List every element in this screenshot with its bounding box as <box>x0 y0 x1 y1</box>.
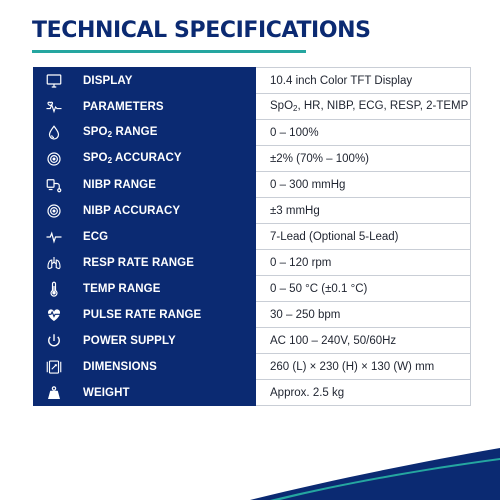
spec-value: ±3 mmHg <box>256 198 471 224</box>
thermometer-icon <box>45 280 63 298</box>
spec-label: RESP RATE RANGE <box>75 250 256 276</box>
spec-value: 0 – 300 mmHg <box>256 172 471 198</box>
decorative-corner-wave <box>0 440 500 500</box>
spec-row-weight <box>34 380 471 406</box>
spec-row-power-supply <box>34 328 471 354</box>
power-icon <box>45 332 63 350</box>
spec-label: TEMP RANGE <box>75 276 256 302</box>
spec-label: PULSE RATE RANGE <box>75 302 256 328</box>
spec-row-nibp-accuracy <box>34 198 471 224</box>
spec-value: AC 100 – 240V, 50/60Hz <box>256 328 471 354</box>
heart-pulse-icon <box>45 306 63 324</box>
spec-row-spo2-accuracy <box>34 146 471 172</box>
spec-label: PARAMETERS <box>75 94 256 120</box>
spec-row-parameters <box>34 94 471 120</box>
spec-table <box>33 67 471 406</box>
spec-label: DISPLAY <box>75 68 256 94</box>
spec-value: 0 – 100% <box>256 120 471 146</box>
spec-row-dimensions <box>34 354 471 380</box>
spec-label: DIMENSIONS <box>75 354 256 380</box>
spec-label: NIBP RANGE <box>75 172 256 198</box>
spec-row-resp-rate <box>34 250 471 276</box>
spec-value: SpO$_2$, HR, NIBP, ECG, RESP, 2-TEMP <box>256 94 471 120</box>
lungs-icon <box>45 254 63 272</box>
spec-value: 10.4 inch Color TFT Display <box>256 68 471 94</box>
spec-value: 7-Lead (Optional 5-Lead) <box>256 224 471 250</box>
dimensions-icon <box>45 358 63 376</box>
vital-signs-icon <box>45 98 63 116</box>
spec-label: $SPO_2$ RANGE <box>75 120 256 146</box>
spec-value: 260 (L) × 230 (H) × 130 (W) mm <box>256 354 471 380</box>
monitor-icon <box>45 72 63 90</box>
spec-row-pulse-rate <box>34 302 471 328</box>
spec-value: ±2% (70% – 100%) <box>256 146 471 172</box>
spec-label: WEIGHT <box>75 380 256 406</box>
ecg-wave-icon <box>45 228 63 246</box>
title-underline <box>32 50 306 53</box>
weight-icon <box>45 384 63 402</box>
spec-label: $SPO_2$ ACCURACY <box>75 146 256 172</box>
spec-row-temp-range <box>34 276 471 302</box>
spec-label: NIBP ACCURACY <box>75 198 256 224</box>
spec-row-ecg <box>34 224 471 250</box>
target-icon <box>45 150 63 168</box>
spec-row-nibp-range <box>34 172 471 198</box>
spec-value: Approx. 2.5 kg <box>256 380 471 406</box>
target-icon <box>45 202 63 220</box>
blood-pressure-cuff-icon <box>45 176 63 194</box>
spec-value: 0 – 120 rpm <box>256 250 471 276</box>
spec-row-spo2-range <box>34 120 471 146</box>
spec-label: ECG <box>75 224 256 250</box>
spec-value: 0 – 50 °C (±0.1 °C) <box>256 276 471 302</box>
spec-row-display <box>34 68 471 94</box>
spec-value: 30 – 250 bpm <box>256 302 471 328</box>
page-title: TECHNICAL SPECIFICATIONS <box>32 18 371 43</box>
spec-label: POWER SUPPLY <box>75 328 256 354</box>
drop-icon <box>45 124 63 142</box>
